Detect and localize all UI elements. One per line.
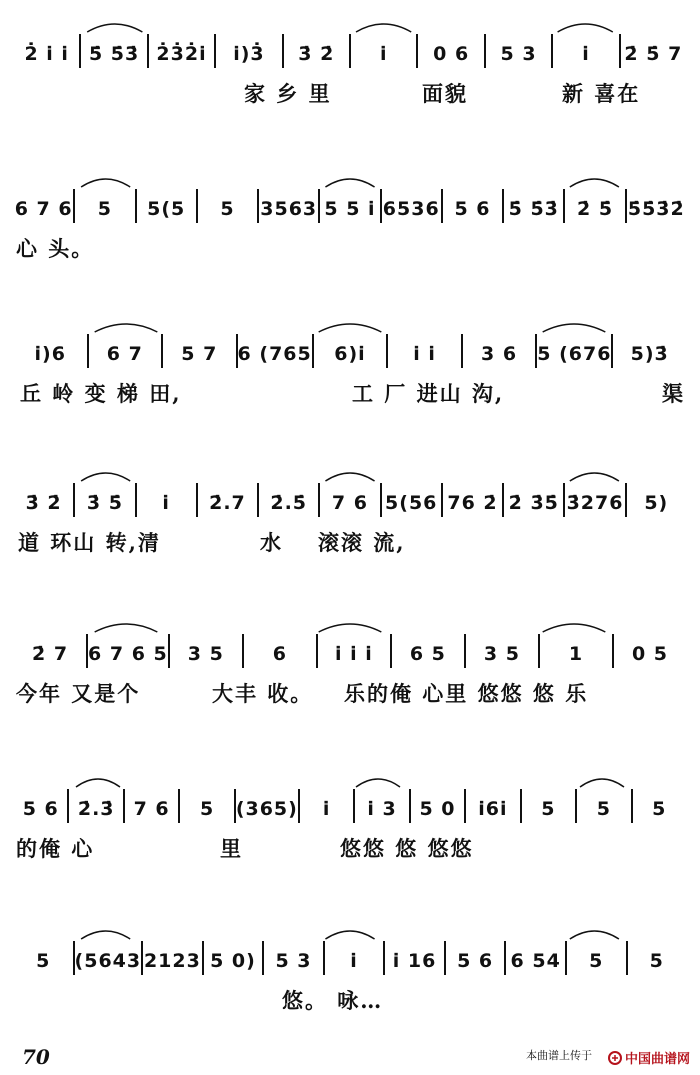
measure: 3̇ 2̇	[14, 483, 75, 517]
score-system	[14, 477, 686, 557]
lyric-text: 新 喜在	[562, 81, 641, 106]
measure: 6 7 6 5	[88, 634, 170, 668]
measure: 5 (676	[537, 334, 613, 368]
measure: 5(5	[137, 189, 198, 223]
measure: 2̇.7	[198, 483, 259, 517]
lyrics-row	[14, 527, 686, 557]
music-line	[14, 28, 686, 68]
lyric-text: 家 乡 里	[244, 81, 332, 106]
upload-note: 本曲谱上传于	[526, 1049, 592, 1062]
measure: 5	[567, 941, 628, 975]
measure: i̇ 3	[355, 789, 410, 823]
measure: 7 6	[320, 483, 381, 517]
notation-row	[14, 783, 686, 823]
measure: 3̇ 2̇	[284, 34, 351, 68]
notation-row	[14, 183, 686, 223]
lyrics-row	[14, 78, 686, 108]
page-number: 70	[22, 1045, 50, 1069]
lyrics-row	[14, 833, 686, 863]
measure: 5(56	[382, 483, 443, 517]
measure: 5	[198, 189, 259, 223]
measure: 6)i̇	[314, 334, 389, 368]
lyric-text: 工 厂 进山 沟,	[352, 381, 505, 406]
measure: 1	[540, 634, 614, 668]
measure: 5 3	[264, 941, 325, 975]
lyric-text: 水	[260, 530, 283, 555]
measure: 3̇ 5̇	[75, 483, 136, 517]
measure: 5 0)	[204, 941, 265, 975]
logo-icon	[608, 1051, 622, 1065]
measure: 5	[577, 789, 632, 823]
notation-row	[14, 28, 686, 68]
measure: 2123	[143, 941, 204, 975]
measure: 3̇276	[565, 483, 626, 517]
measure: 2̇ 5̇ 7	[624, 43, 683, 65]
measure: (5643	[75, 941, 144, 975]
measure: i̇ 16	[385, 941, 446, 975]
measure: 3563	[259, 189, 320, 223]
measure: i̇	[351, 34, 418, 68]
notation-row	[14, 328, 686, 368]
music-line	[14, 783, 686, 823]
measure: 2̇ 5̇	[565, 189, 626, 223]
measure: 5̇ 5̇3̇	[81, 34, 148, 68]
measure: 3 5	[170, 634, 244, 668]
lyric-text: 大丰 收。	[212, 681, 314, 706]
measure: i̇	[300, 789, 355, 823]
measure: i̇	[137, 483, 198, 517]
score-system	[14, 328, 686, 408]
measure: i̇)6	[14, 334, 89, 368]
measure: 6 54	[506, 941, 567, 975]
measure: i̇ i̇	[388, 334, 463, 368]
measure: 5 6	[446, 941, 507, 975]
measure: 6 (765	[238, 334, 314, 368]
music-line	[14, 328, 686, 368]
measure: 3 5	[466, 634, 540, 668]
lyrics-row	[14, 985, 686, 1015]
measure: i̇)3̇	[216, 34, 283, 68]
measure: 6 7 6	[14, 189, 75, 223]
measure: 6536	[382, 189, 443, 223]
measure: 6 7	[89, 334, 164, 368]
score-system	[14, 28, 686, 108]
measure: 5 5 i̇	[320, 189, 381, 223]
lyrics-row	[14, 378, 686, 408]
measure: 2̇ 7	[14, 634, 88, 668]
measure: 5)	[644, 492, 669, 514]
score-system	[14, 183, 686, 263]
lyric-text: 乐的俺 心里 悠悠 悠 乐	[344, 681, 589, 706]
lyric-text: 滚滚 流,	[318, 530, 406, 555]
measure: i̇6i̇	[466, 789, 521, 823]
lyric-text: 面貌	[422, 81, 468, 106]
measure: 2̇3̇2̇i̇	[149, 34, 216, 68]
measure: 2̇ i̇ i̇	[14, 34, 81, 68]
measure: 6	[244, 634, 318, 668]
measure: 5	[649, 950, 664, 972]
lyrics-row	[14, 233, 686, 263]
measure: 5	[522, 789, 577, 823]
measure: 5	[75, 189, 136, 223]
measure: 7 6	[125, 789, 180, 823]
measure: 2̇.5̇	[259, 483, 320, 517]
measure: 5 6	[443, 189, 504, 223]
measure: 5 0	[411, 789, 466, 823]
measure: 5)3̇	[630, 343, 669, 365]
page-footer	[0, 1039, 700, 1075]
lyric-text: 的俺 心	[16, 836, 95, 861]
notation-row	[14, 477, 686, 517]
lyric-text: 心 头。	[16, 236, 95, 261]
site-name: 中国曲谱网	[624, 1052, 690, 1067]
measure: 5̇5̇3̇2̇	[627, 198, 685, 220]
music-line	[14, 935, 686, 975]
measure: 5 3	[486, 34, 553, 68]
measure: 5̇ 5̇3̇	[504, 189, 565, 223]
measure: i̇	[553, 34, 620, 68]
measure: (365)	[236, 789, 300, 823]
lyric-text: 里	[220, 836, 243, 861]
measure: i̇ i̇ i̇	[318, 634, 392, 668]
music-line	[14, 477, 686, 517]
measure: 2̇ 3̇5̇	[504, 483, 565, 517]
lyric-text: 道 环山 转,清	[18, 530, 161, 555]
score-system	[14, 783, 686, 863]
score-system	[14, 935, 686, 1015]
measure: 76 2̇	[443, 483, 504, 517]
measure: 5 7	[163, 334, 238, 368]
lyric-text: 丘 岭 变 梯 田,	[20, 381, 182, 406]
measure: 5 6	[14, 789, 69, 823]
lyric-text: 悠悠 悠 悠悠	[340, 836, 474, 861]
measure: i̇	[325, 941, 386, 975]
music-line	[14, 628, 686, 668]
measure: 5	[14, 941, 75, 975]
lyric-text: 渠	[662, 381, 685, 406]
measure: 0 5	[631, 643, 668, 665]
music-line	[14, 183, 686, 223]
measure: 2̇.3̇	[69, 789, 124, 823]
measure: 5	[180, 789, 235, 823]
score-system	[14, 628, 686, 708]
lyric-text: 今年 又是个	[16, 681, 141, 706]
measure: 6 5	[392, 634, 466, 668]
lyrics-row	[14, 678, 686, 708]
notation-row	[14, 935, 686, 975]
lyric-text: 悠。 咏…	[282, 988, 384, 1013]
notation-row	[14, 628, 686, 668]
measure: 0 6	[418, 34, 485, 68]
site-logo[interactable]	[608, 1048, 690, 1067]
measure: 5	[652, 798, 667, 820]
measure: 3 6	[463, 334, 538, 368]
